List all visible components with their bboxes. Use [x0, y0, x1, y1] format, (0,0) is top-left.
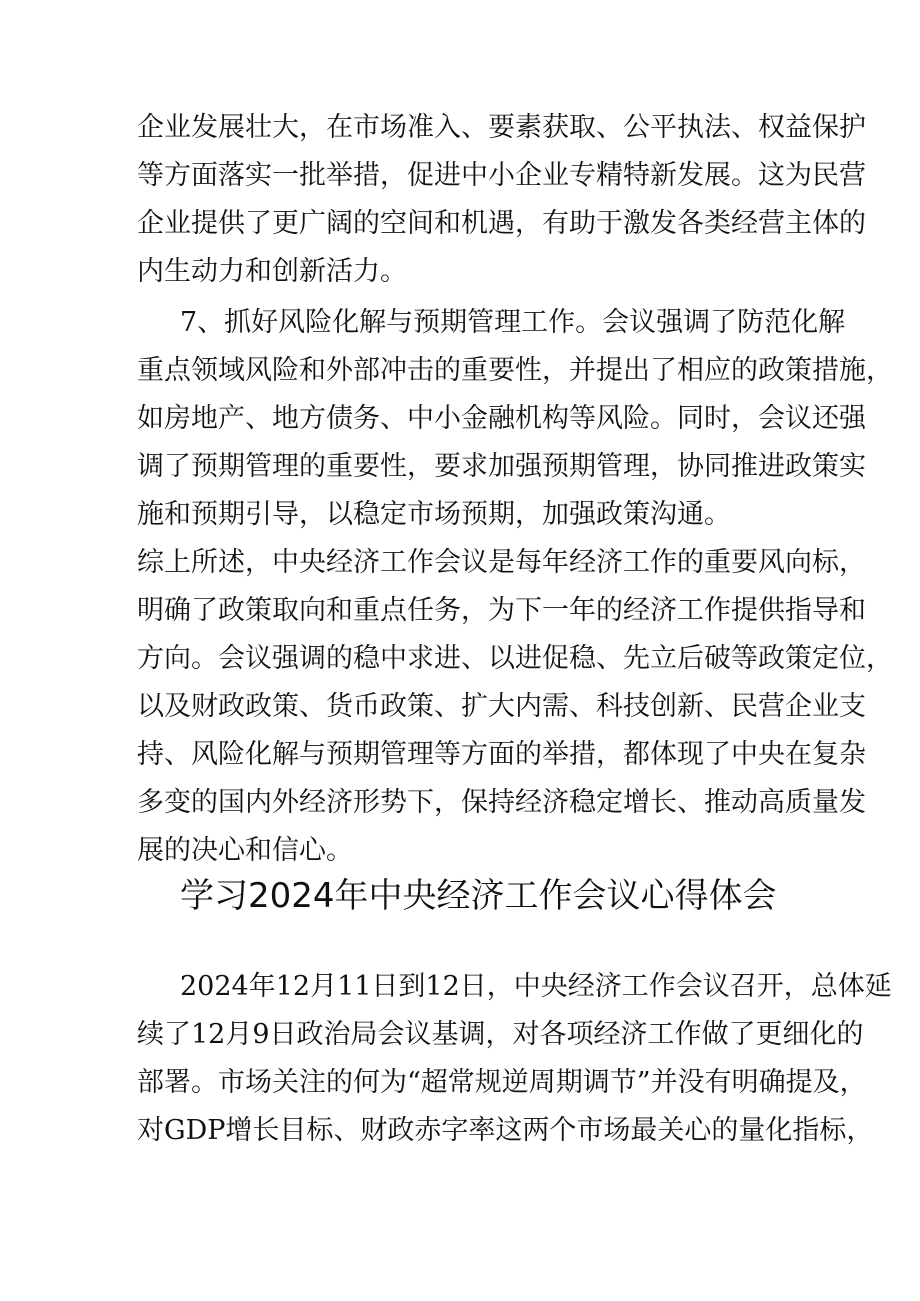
page-title: 学习2024年中央经济工作会议心得体会: [180, 876, 777, 916]
paragraph-2-line-2: 重点领域风险和外部冲击的重要性，并提出了相应的政策措施，: [137, 355, 893, 386]
paragraph-3-line-3: 方向。会议强调的稳中求进、以进促稳、先立后破等政策定位，: [137, 643, 893, 674]
paragraph-3-line-7: 展的决心和信心。: [137, 835, 353, 866]
paragraph-2-line-4: 调了预期管理的重要性，要求加强预期管理，协同推进政策实: [137, 451, 866, 482]
paragraph-1-line-2: 等方面落实一批举措，促进中小企业专精特新发展。这为民营: [137, 160, 866, 191]
intro-line-3: 部署。市场关注的何为“超常规逆周期调节”并没有明确提及，: [137, 1067, 867, 1098]
paragraph-1-line-3: 企业提供了更广阔的空间和机遇，有助于激发各类经营主体的: [137, 208, 866, 239]
paragraph-2-line-5: 施和预期引导，以稳定市场预期，加强政策沟通。: [137, 499, 731, 530]
paragraph-1-line-4: 内生动力和创新活力。: [137, 256, 407, 287]
intro-line-1: 2024年12月11日到12日，中央经济工作会议召开，总体延: [180, 971, 892, 1002]
paragraph-3-line-6: 多变的国内外经济形势下，保持经济稳定增长、推动高质量发: [137, 787, 866, 818]
paragraph-3-line-2: 明确了政策取向和重点任务，为下一年的经济工作提供指导和: [137, 595, 866, 626]
intro-line-2: 续了12月9日政治局会议基调，对各项经济工作做了更细化的: [137, 1019, 864, 1050]
paragraph-2-line-1: 7、抓好风险化解与预期管理工作。会议强调了防范化解: [180, 307, 846, 338]
paragraph-1-line-1: 企业发展壮大，在市场准入、要素获取、公平执法、权益保护: [137, 112, 866, 143]
paragraph-3-line-5: 持、风险化解与预期管理等方面的举措，都体现了中央在复杂: [137, 739, 866, 770]
paragraph-2-line-3: 如房地产、地方债务、中小金融机构等风险。同时，会议还强: [137, 403, 866, 434]
paragraph-3-line-1: 综上所述，中央经济工作会议是每年经济工作的重要风向标，: [137, 547, 866, 578]
paragraph-3-line-4: 以及财政政策、货币政策、扩大内需、科技创新、民营企业支: [137, 691, 866, 722]
intro-line-4: 对GDP增长目标、财政赤字率这两个市场最关心的量化指标，: [137, 1115, 874, 1146]
